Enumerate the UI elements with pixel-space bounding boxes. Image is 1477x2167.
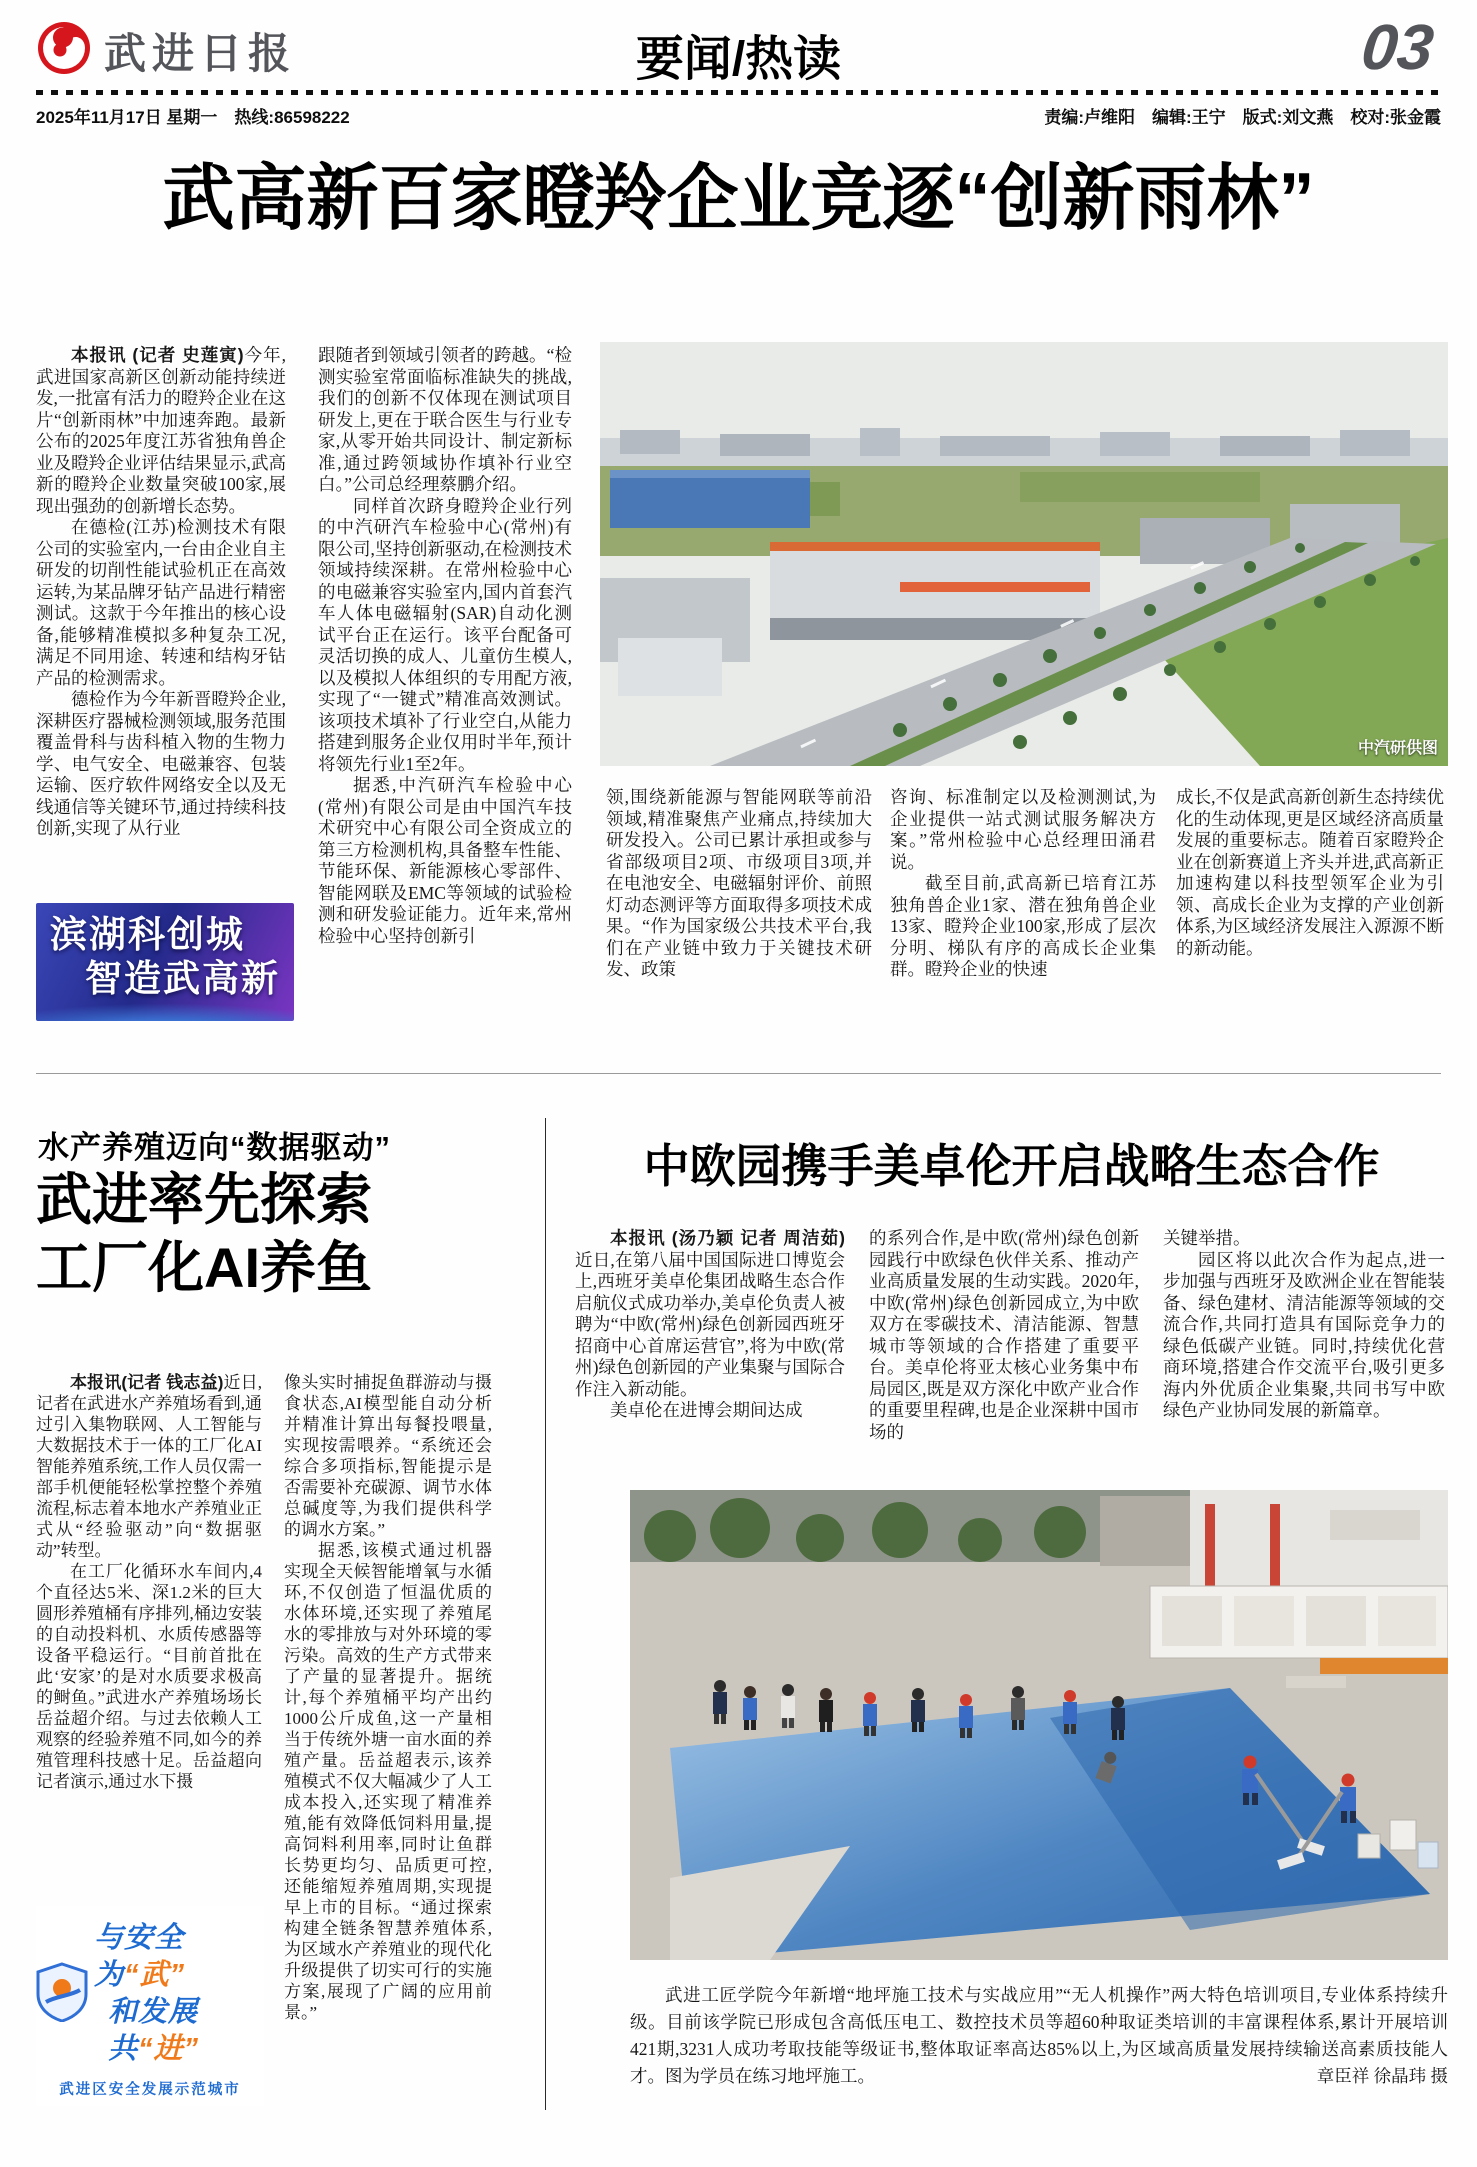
europe-col3: [1163, 1228, 1445, 1422]
section-title-heavy: 热读: [745, 33, 842, 86]
fish-lead-paragraph: 本报讯(记者 钱志益)近日,记者在武进水产养殖场看到,通过引入集物联网、人工智能与大数据技术于一体的工厂化AI智能养殖系统,工作人员仅需一部手机便能轻松掌控整个养殖流程,标志着本地水产养殖业正式从“经验驱动”向“数据驱动”转型。: [36, 1373, 263, 1560]
promo-slogan: 与安全为“武” 和发展共“进”: [94, 1922, 200, 2065]
fish-headline-line1: 武进率先探索: [36, 1168, 372, 1231]
fish-headline: [36, 1166, 372, 1302]
paper-name: 武进日报: [104, 31, 297, 78]
lead-col1: [36, 345, 286, 840]
body-paragraph: 成长,不仅是武高新创新生态持续优化的生动体现,更是区域经济高质量发展的重要标志。随着百家瞪羚企业在创新赛道上齐头并进,武高新正加速构建以科技型领军企业为引领、高成长企业为支撑的产业创新体系,为区域经济发展注入源源不断的新动能。: [1176, 787, 1444, 958]
europe-headline: 中欧园携手美卓伦开启战略生态合作: [643, 1140, 1380, 1192]
date-line: 2025年11月17日 星期一 热线:86598222: [36, 108, 350, 127]
body-paragraph: 的系列合作,是中欧(常州)绿色创新园践行中欧绿色伙伴关系、推动产业高质量发展的生动实践。2020年,中欧(常州)绿色创新园成立,为中欧双方在零碳技术、清洁能源、智慧城市等领域的合作搭建了重要平台。美卓伦将亚太核心业务集中布局园区,既是双方深化中欧产业合作的重要里程碑,也是企业深耕中国市场的: [869, 1228, 1139, 1442]
photo-caption-text: 武进工匠学院今年新增“地坪施工技术与实战应用”“无人机操作”两大特色培训项目,专业体系持续升级。目前该学院已形成包含高低压电工、数控技术员等超60种取证类培训的丰富课程体系,累计开展培训421期,3231人成功考取技能等级证书,整体取证率高达85%以上,为区域高质量发展持续输送高素质技能人才。图为学员在练习地坪施工。: [630, 1985, 1448, 2086]
promo-subtitle: 武进区安全发展示范城市: [59, 2082, 241, 2098]
europe-col1: [575, 1228, 845, 1422]
binhu-banner: [36, 903, 294, 1021]
section-title-light: 要闻/: [635, 33, 746, 86]
aerial-photo-credit: 中汽研供图: [1357, 740, 1438, 757]
lead-col2: [318, 345, 572, 947]
training-photo: [630, 1490, 1448, 1960]
meta-row: [36, 103, 1441, 128]
column-divider: [545, 1118, 546, 2110]
body-paragraph: 美卓伦在进博会期间达成: [610, 1400, 803, 1420]
photo-credit: 章臣祥 徐晶玮 摄: [1316, 2066, 1448, 2086]
body-paragraph: 同样首次跻身瞪羚企业行列的中汽研汽车检验中心(常州)有限公司,坚持创新驱动,在检测技术领域持续深耕。在常州检验中心的电磁兼容实验室内,国内首套汽车人体电磁辐射(SAR)自动化测试平台正在运行。该平台配备可灵活切换的成人、儿童仿生模人,以及模拟人体组织的专用配方液,实现了“一键式”精准高效测试。该项技术填补了行业空白,从能力搭建到服务企业仅用时半年,预计将领先行业1至2年。: [318, 495, 572, 774]
section-title: [0, 20, 1477, 89]
shield-icon: [36, 1962, 88, 2027]
section-rule: [36, 1073, 1441, 1074]
body-paragraph: 像头实时捕捉鱼群游动与摄食状态,AI模型能自动分析并精准计算出每餐投喂量,实现按需喂养。“系统还会综合多项指标,智能提示是否需要补充碳源、调节水体总碱度等,为我们提供科学的调水方案。”: [284, 1373, 492, 1539]
lead-col3: [606, 787, 872, 981]
body-paragraph: 跟随者到领域引领者的跨越。“检测实验室常面临标准缺失的挑战,我们的创新不仅体现在测试项目研发上,更在于联合医生与行业专家,从零开始共同设计、制定新标准,通过跨领域协作填补行业空白。”公司总经理蔡鹏介绍。: [318, 345, 572, 494]
body-paragraph: 截至目前,武高新已培育江苏独角兽企业1家、潜在独角兽企业13家、瞪羚企业100家,形成了层次分明、梯队有序的高成长企业集群。瞪羚企业的快速: [890, 873, 1156, 979]
body-paragraph: 据悉,中汽研汽车检验中心(常州)有限公司是由中国汽车技术研究中心有限公司全资成立的第三方检测机构,具备整车性能、节能环保、新能源核心零部件、智能网联及EMC等领域的试验检测和研发验证能力。近年来,常州检验中心坚持创新引: [318, 775, 572, 946]
lead-paragraph: 本报讯 (记者 史莲寅)今年,武进国家高新区创新动能持续迸发,一批富有活力的瞪羚企业在这片“创新雨林”中加速奔跑。最新公布的2025年度江苏省独角兽企业及瞪羚企业评估结果显示,武高新的瞪羚企业数量突破100家,展现出强劲的创新增长态势。: [36, 345, 287, 516]
safety-promo-box: [36, 1906, 264, 2106]
banner-line2: 智造武高新: [85, 958, 280, 999]
body-paragraph: 德检作为今年新晋瞪羚企业,深耕医疗器械检测领域,服务范围覆盖骨科与齿科植入物的生物力学、电气安全、电磁兼容、包装运输、医疗软件网络安全以及无线通信等关键环节,通过持续科技创新,实现了从行业: [36, 689, 286, 838]
body-paragraph: 领,围绕新能源与智能网联等前沿领域,精准聚焦产业痛点,持续加大研发投入。公司已累计承担或参与省部级项目2项、市级项目3项,并在电池安全、电磁辐射评价、前照灯动态测评等方面取得多项技术成果。“作为国家级公共技术平台,我们在产业链中致力于关键技术研发、政策: [606, 787, 872, 979]
lead-col4: [890, 787, 1156, 981]
body-paragraph: 在工厂化循环水车间内,4个直径达5米、深1.2米的巨大圆形养殖桶有序排列,桶边安装的自动投料机、水质传感器等设备平稳运行。“目前首批在此‘安家’的是对水质要求极高的鲥鱼。”武进水产养殖场场长岳益超介绍。与过去依赖人工观察的经验养殖不同,如今的养殖管理科技感十足。岳益超向记者演示,通过水下摄: [36, 1562, 262, 1791]
body-paragraph: 咨询、标准制定以及检测测试,为企业提供一站式测试服务解决方案。”常州检验中心总经理田涌君说。: [890, 787, 1156, 872]
staff-line: 责编:卢维阳 编辑:王宁 版式:刘文燕 校对:张金霞: [1044, 108, 1441, 127]
photo-caption: [630, 1982, 1448, 2090]
dotted-rule: [36, 90, 1441, 95]
fish-headline-line2: 工厂化AI养鱼: [36, 1236, 372, 1299]
fish-col2: [284, 1372, 492, 2023]
body-paragraph: 关键举措。: [1163, 1228, 1251, 1248]
lead-byline: 本报讯 (记者 史莲寅): [71, 345, 244, 365]
body-paragraph: 园区将以此次合作为起点,进一步加强与西班牙及欧洲企业在智能装备、绿色建材、清洁能源等领域的交流合作,共同打造具有国际竞争力的绿色低碳产业链。同时,持续优化营商环境,搭建合作交流平台,吸引更多海内外优质企业集聚,共同书写中欧绿色产业协同发展的新篇章。: [1163, 1249, 1445, 1420]
fish-kicker: 水产养殖迈向“数据驱动”: [38, 1130, 391, 1165]
lead-headline: 武高新百家瞪羚企业竞逐“创新雨林”: [162, 159, 1315, 239]
lead-col5: [1176, 787, 1444, 959]
page-number: 03: [1358, 11, 1437, 83]
banner-line1: 滨湖科创城: [50, 914, 245, 955]
aerial-photo: [600, 342, 1448, 766]
fish-col1: [36, 1372, 262, 1792]
body-paragraph: 在德检(江苏)检测技术有限公司的实验室内,一台由企业自主研发的切削性能试验机正在高效运转,为某品牌牙钻产品进行精密测试。这款于今年推出的核心设备,能够精准模拟多种复杂工况,满足不同用途、转速和结构牙钻产品的检测需求。: [36, 517, 286, 688]
body-paragraph: 据悉,该模式通过机器实现全天候智能增氧与水循环,不仅创造了恒温优质的水体环境,还实现了养殖尾水的零排放与对外环境的零污染。高效的生产方式带来了产量的显著提升。据统计,每个养殖桶平均产出约1000公斤成鱼,这一产量相当于传统外塘一亩水面的养殖产量。岳益超表示,该养殖模式不仅大幅减少了人工成本投入,还实现了精准养殖,能有效降低饲料用量,提高饲料利用率,同时让鱼群长势更均匀、品质更可控,还能缩短养殖周期,实现提早上市的目标。“通过探索构建全链条智慧养殖体系,为区域水产养殖业的现代化升级提供了切实可行的实施方案,展现了广阔的应用前景。”: [284, 1541, 492, 2022]
fish-byline: 本报讯(记者 钱志益): [70, 1373, 224, 1392]
europe-byline: 本报讯 (汤乃颖 记者 周洁茹): [610, 1228, 845, 1248]
europe-col2: [869, 1228, 1139, 1443]
europe-lead-paragraph: 本报讯 (汤乃颖 记者 周洁茹)近日,在第八届中国国际进口博览会上,西班牙美卓伦集团战略生态合作启航仪式成功举办,美卓伦负责人被聘为“中欧(常州)绿色创新园西班牙招商中心首席运营官”,将为中欧(常州)绿色创新园的产业集聚与国际合作注入新动能。: [575, 1228, 845, 1399]
